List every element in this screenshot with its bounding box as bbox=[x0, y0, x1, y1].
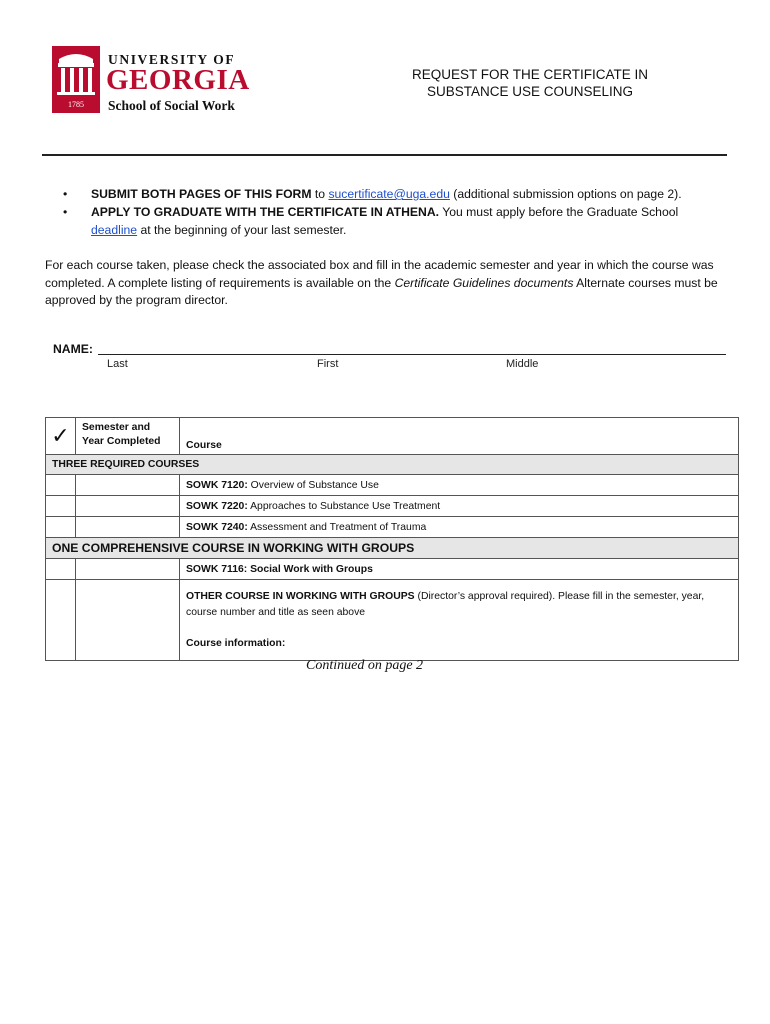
name-label: NAME: bbox=[53, 342, 93, 356]
course-header: Course bbox=[180, 418, 739, 455]
semester-input[interactable] bbox=[76, 517, 180, 538]
deadline-link[interactable]: deadline bbox=[91, 223, 138, 237]
semester-header-line-2: Year Completed bbox=[82, 436, 161, 447]
table-row bbox=[46, 517, 739, 538]
course-checkbox[interactable] bbox=[46, 517, 76, 538]
course-title: Overview of Substance Use bbox=[247, 479, 379, 491]
table-row-other bbox=[46, 580, 739, 661]
name-middle-label: Middle bbox=[506, 358, 539, 370]
name-first-label: First bbox=[317, 358, 339, 370]
instruction-text: (additional submission options on page 2). bbox=[449, 187, 682, 201]
course-title: Approaches to Substance Use Treatment bbox=[247, 500, 441, 512]
intro-text: For each course taken, please check the associated box and fill in the academic semester and year in which the course was completed. A complete listing of requirements is available on the bbox=[45, 258, 714, 290]
instruction-item-submit bbox=[63, 185, 703, 203]
name-last-label: Last bbox=[107, 358, 128, 370]
intro-text: Alternate courses must be approved by the program director. bbox=[45, 275, 718, 307]
header-divider bbox=[42, 154, 727, 156]
course-cell bbox=[180, 496, 739, 517]
course-checkbox[interactable] bbox=[46, 559, 76, 580]
logo-georgia: GEORGIA bbox=[106, 64, 250, 96]
other-course-text: (Director’s approval required). Please fill in the semester, year, course number and title as seen above bbox=[186, 590, 705, 618]
semester-input[interactable] bbox=[76, 475, 180, 496]
semester-input[interactable] bbox=[76, 580, 180, 661]
table-row bbox=[46, 559, 739, 580]
table-row bbox=[46, 475, 739, 496]
course-cell: SOWK 7116: Social Work with Groups bbox=[180, 559, 739, 580]
section-row-groups bbox=[46, 538, 739, 559]
bullet-icon: • bbox=[63, 187, 68, 201]
course-information-label[interactable]: Course information: bbox=[186, 637, 286, 649]
instruction-bold: SUBMIT BOTH PAGES OF THIS FORM bbox=[91, 187, 312, 201]
section-title: ONE COMPREHENSIVE COURSE IN WORKING WITH GROUPS bbox=[46, 538, 739, 559]
semester-header bbox=[76, 418, 180, 455]
uga-logo bbox=[52, 46, 252, 116]
intro-italic: Certificate Guidelines documents bbox=[394, 275, 574, 290]
table-header-row bbox=[46, 418, 739, 455]
semester-input[interactable] bbox=[76, 496, 180, 517]
course-checkbox[interactable] bbox=[46, 475, 76, 496]
course-code: SOWK 7220: bbox=[186, 500, 248, 512]
logo-school: School of Social Work bbox=[108, 98, 235, 113]
instructions-list bbox=[63, 185, 703, 239]
course-checkbox[interactable] bbox=[46, 496, 76, 517]
email-link[interactable]: sucertificate@uga.edu bbox=[328, 187, 450, 201]
other-course-bold: OTHER COURSE IN WORKING WITH GROUPS bbox=[186, 590, 415, 602]
course-title: Assessment and Treatment of Trauma bbox=[247, 521, 427, 533]
course-cell bbox=[180, 580, 739, 661]
instruction-text: You must apply before the Graduate School bbox=[439, 205, 679, 219]
course-cell bbox=[180, 475, 739, 496]
name-input-line[interactable] bbox=[98, 354, 726, 355]
semester-input[interactable] bbox=[76, 559, 180, 580]
section-title: THREE REQUIRED COURSES bbox=[46, 455, 739, 475]
continued-note: Continued on page 2 bbox=[306, 658, 424, 673]
instruction-text: to bbox=[311, 187, 329, 201]
section-row-required bbox=[46, 455, 739, 475]
course-code: SOWK 7240: bbox=[186, 521, 248, 533]
logo-year: 1785 bbox=[68, 100, 84, 109]
document-title bbox=[372, 66, 688, 100]
course-cell bbox=[180, 517, 739, 538]
title-line-1: REQUEST FOR THE CERTIFICATE IN bbox=[411, 67, 649, 82]
other-course-description bbox=[186, 589, 738, 621]
course-table bbox=[45, 417, 739, 661]
arch-logo-icon bbox=[52, 46, 102, 114]
table-row bbox=[46, 496, 739, 517]
intro-paragraph bbox=[45, 257, 725, 310]
course-checkbox[interactable] bbox=[46, 580, 76, 661]
semester-header-line-1: Semester and bbox=[82, 422, 151, 433]
bullet-icon: • bbox=[63, 205, 68, 219]
instruction-item-apply bbox=[63, 203, 703, 239]
check-header: ✓ bbox=[46, 418, 76, 455]
logo-university-of: UNIVERSITY OF bbox=[108, 52, 236, 67]
title-line-2: SUBSTANCE USE COUNSELING bbox=[426, 84, 634, 99]
instruction-bold: APPLY TO GRADUATE WITH THE CERTIFICATE IN ATHENA. bbox=[91, 205, 440, 219]
course-code: SOWK 7120: bbox=[186, 479, 248, 491]
instruction-text: at the beginning of your last semester. bbox=[137, 223, 347, 237]
